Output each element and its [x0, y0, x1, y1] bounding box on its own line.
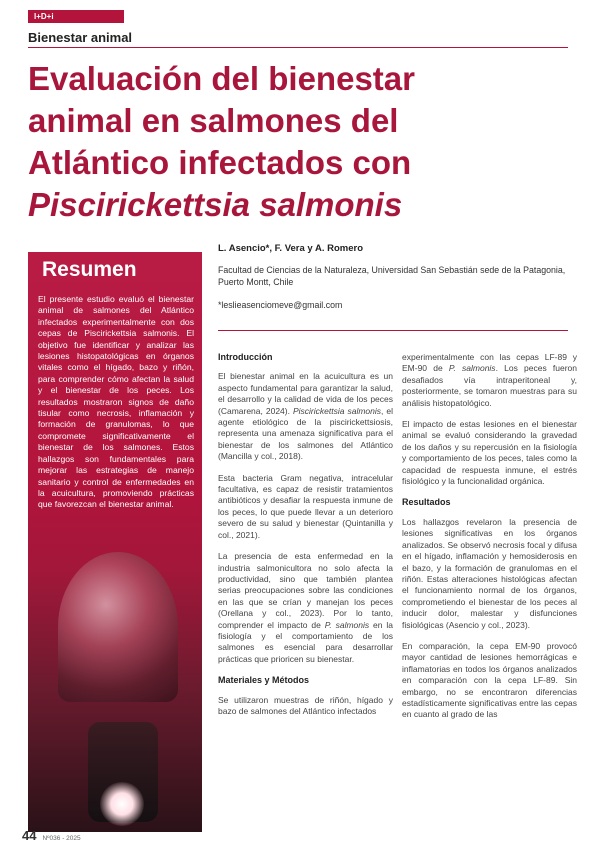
section-divider [28, 47, 568, 48]
text-column-2 [402, 352, 577, 731]
paragraph: Se utilizaron muestras de riñón, hígado y bazo de salmones del Atlántico infectados [218, 694, 393, 716]
paragraph: El bienestar animal en la acuicultura es un aspecto fundamental para garantizar la salud, el desarrollo y la calidad de vida de los peces (Camarena, 2024). Piscirickettsia salmonis, el agente etiológico de la piscirickettsiosis, representa una amenaza significativa para el bienestar de los salmones del Atlántico (Mancilla y col., 2018). [218, 371, 393, 462]
affiliation: Facultad de Ciencias de la Naturaleza, Universidad San Sebastián sede de la Patagonia, Puerto Montt, Chile [218, 265, 566, 287]
microscope-image [58, 552, 178, 702]
article-title [28, 58, 568, 226]
authors: L. Asencio*, F. Vera y A. Romero [218, 243, 364, 254]
paragraph: experimentalmente con las cepas LF-89 y EM-90 de P. salmonis. Los peces fueron desafiados vía intraperitoneal y, posteriormente, se tomaron muestras para su análisis histopatológico. [402, 352, 577, 408]
paragraph: Esta bacteria Gram negativa, intracelular facultativa, es capaz de resistir tratamientos antibióticos y desafiar la respuesta inmune de los peces, lo que puede llevar a un deterioro severo de su salud y bienestar (Quintanilla y col., 2021). [218, 472, 393, 540]
paragraph: Los hallazgos revelaron la presencia de lesiones significativas en los órganos analizados. Se observó necrosis focal y difusa en el hígado, inflamación y hemosiderosis en el bazo, y la formación de granulomas en el riñón. Estas alteraciones histológicas afectan el funcionamiento normal de los órganos, comprometiendo el bienestar de los peces al inducir dolor, malestar y disfunciones fisiológicas (Asencio y col., 2023). [402, 516, 577, 630]
issue-number: Nº036 - 2025 [42, 835, 81, 842]
abstract-text: El presente estudio evaluó el bienestar animal de salmones del Atlántico infectados experimentalmente con dos cepas de Piscirickettsia salmonis. El objetivo fue identificar y analizar las lesiones histopatológicas en órganos vitales como el hígado, bazo y riñón, para comprender cómo afectan la salud y el bienestar de los peces. Los resultados mostraron signos de daño tisular como necrosis, inflamación y formación de granulomas, lo que compromete significativamente el bienestar de los salmones. Estos hallazgos son fundamentales para mejorar las estrategias de manejo sanitario y control de enfermedades en la acuicultura, promoviendo prácticas que favorezcan el bienestar animal. [38, 294, 194, 510]
paragraph: El impacto de estas lesiones en el bienestar animal se evaluó considerando la gravedad de los daños y su repercusión en la fisiología y comportamiento de los peces, tales como la capacidad de respuesta inmune, el estrés fisiológico y la funcionalidad orgánica. [402, 419, 577, 487]
page-footer [22, 828, 81, 843]
title-line-2: animal en salmones del [28, 102, 399, 139]
heading-methods: Materiales y Métodos [218, 675, 310, 686]
title-line-3: Atlántico infectados con [28, 144, 412, 181]
paragraph: La presencia de esta enfermedad en la industria salmonicultora no solo afecta la productividad, sino que también plantea serias preocupaciones sobre las condiciones en las que se crían y manejan los peces (Orellana y col., 2023). Por lo tanto, comprender el impacto de P. salmonis en la fisiología y el comportamiento de los salmones es esencial para desarrollar prácticas que prioricen su bienestar. [218, 551, 393, 664]
microscope-light-image [100, 782, 144, 826]
title-line-4: Piscirickettsia salmonis [28, 186, 403, 223]
abstract-heading: Resumen [42, 258, 137, 281]
text-column-1 [218, 352, 393, 727]
heading-results: Resultados [402, 497, 451, 508]
section-label: Bienestar animal [28, 30, 133, 45]
category-tag: I+D+i [28, 10, 124, 23]
title-line-1: Evaluación del bienestar [28, 60, 415, 97]
affiliation-divider [218, 330, 568, 331]
abstract-sidebar [28, 252, 202, 832]
author-email: *leslieasenciomeve@gmail.com [218, 300, 343, 310]
heading-introduction: Introducción [218, 352, 273, 362]
paragraph: En comparación, la cepa EM-90 provocó mayor cantidad de lesiones hemorrágicas e inflamatorias en todos los órganos analizados en comparación con la cepa LF-89. Sin embargo, no se encontraron diferencias estadísticamente significativas entre las cepas en cuanto al grado de las [402, 640, 577, 720]
page-number: 44 [22, 828, 37, 843]
